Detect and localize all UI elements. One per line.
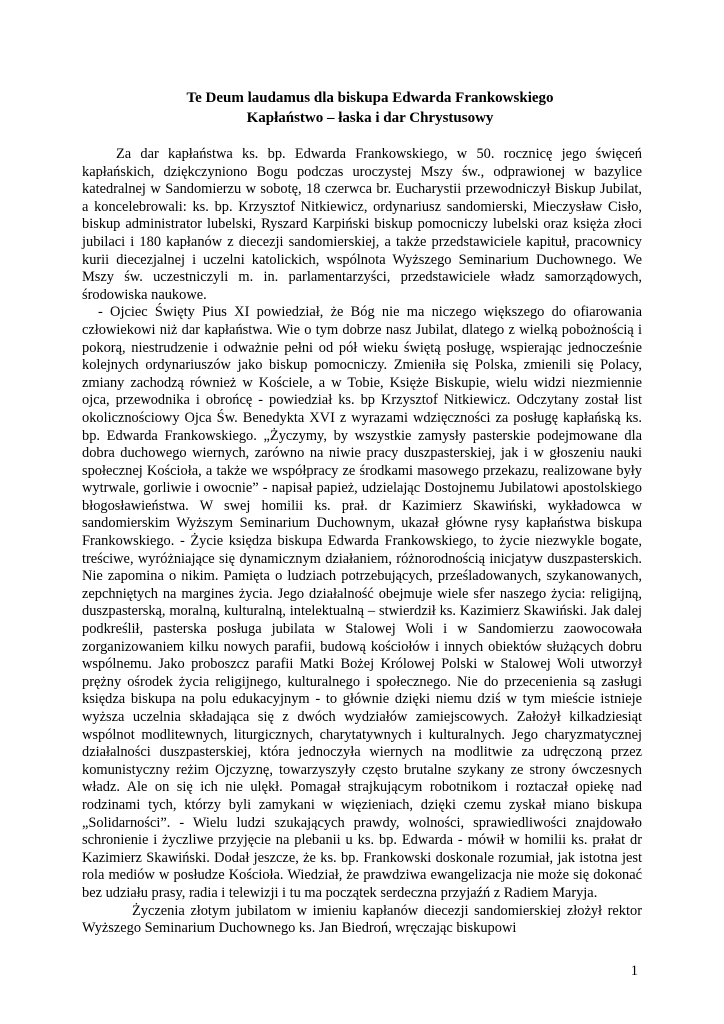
article-body [82,146,642,938]
paragraph: Za dar kapłaństwa ks. bp. Edwarda Frankowskiego, w 50. rocznicę jego święceń kapłańskich, dziękczyniono Bogu podczas uroczystej Mszy św., odprawionej w bazylice katedralnej w Sandomierzu w sobotę, 18 czerwca br. Eucharystii przewodniczył Biskup Jubilat, a koncelebrowali: ks. bp. Krzysztof Nitkiewicz, ordynariusz sandomierski, Mieczysław Cisło, biskup administrator lubelski, Ryszard Karpiński biskup pomocniczy lubelski oraz księża złoci jubilaci i 180 kapłanów z diecezji sandomierskiej, a także przedstawiciele kapituł, pracownicy kurii diecezjalnej i uczelni katolickich, wspólnota Wyższego Seminarium Duchownego. We Mszy św. uczestniczyli m. in. parlamentarzyści, przedstawiciele władz samorządowych, środowiska naukowe. [82,146,642,303]
document-subtitle: Kapłaństwo – łaska i dar Chrystusowy [246,110,494,126]
paragraph: - Ojciec Święty Pius XI powiedział, że Bóg nie ma niczego większego do ofiarowania człowiekowi niż dar kapłaństwa. Wie o tym dobrze nasz Jubilat, dlatego z wielką pobożnością i pokorą, niestrudzenie i odważnie pełni od pół wieku świętą posługę, wspierając jednocześnie kolejnych ordynariuszów jako biskup pomocniczy. Zmieniła się Polska, zmienili się Polacy, zmiany zachodzą również w Kościele, a w Tobie, Księże Biskupie, wielu widzi niezmiennie ojca, przewodnika i obrońcę - powiedział ks. bp Krzysztof Nitkiewicz. Odczytany został list okolicznościowy Ojca Św. Benedykta XVI z wyrazami wdzięczności za posługę kapłańską ks. bp. Edwarda Frankowskiego. „Życzymy, by wszystkie zamysły pasterskie podejmowane dla dobra duchowego wiernych, zarówno na niwie pracy duszpasterskiej, jak i w głoszeniu nauki społecznej Kościoła, a także we współpracy ze środkami masowego przekazu, realizowane były wytrwale, gorliwie i owocnie” - napisał papież, udzielając Dostojnemu Jubilatowi apostolskiego błogosławieństwa. W swej homilii ks. prał. dr Kazimierz Skawiński, wykładowca w sandomierskim Wyższym Seminarium Duchownym, ukazał główne rysy kapłaństwa biskupa Frankowskiego. - Życie księdza biskupa Edwarda Frankowskiego, to życie niezwykle bogate, treściwe, wyróżniające się dynamicznym działaniem, różnorodnością inicjatyw duszpasterskich. Nie zapomina o nikim. Pamięta o ludziach potrzebujących, prześladowanych, szykanowanych, zepchniętych na margines życia. Jego działalność obejmuje wiele sfer naszego życia: religijną, duszpasterską, moralną, kulturalną, intelektualną – stwierdził ks. Kazimierz Skawiński. Jak dalej podkreślił, pasterska posługa jubilata w Stalowej Woli i w Sandomierzu zaowocowała zorganizowaniem kilku nowych parafii, budową kościołów i innych obiektów służących dobru wspólnemu. Jako proboszcz parafii Matki Bożej Królowej Polski w Stalowej Woli utworzył prężny ośrodek życia religijnego, kulturalnego i społecznego. Nie do przecenienia są zasługi księdza biskupa na polu edukacyjnym - to głównie dzięki niemu dziś w tym mieście istnieje wyższa uczelnia składająca się z dwóch wydziałów zamiejscowych. Założył kilkadziesiąt wspólnot modlitewnych, liturgicznych, charytatywnych i kulturalnych. Jego charyzmatycznej działalności duszpasterskiej, która jednoczyła wiernych na modlitwie za udręczoną przez komunistyczny reżim Ojczyznę, towarzyszyły często brutalne szykany ze strony ówczesnych władz. Ale on się ich nie ulękł. Pomagał strajkującym robotnikom i roztaczał opiekę nad rodzinami tych, którzy byli zamykani w więzieniach, dzięki czemu zyskał miano biskupa „Solidarności”. - Wielu ludzi szukających prawdy, wolności, sprawiedliwości znajdowało schronienie i życzliwe przyjęcie na plebanii u ks. bp. Edwarda - mówił w homilii ks. prałat dr Kazimierz Skawiński. Dodał jeszcze, że ks. bp. Frankowski doskonale rozumiał, jak istotna jest rola mediów w posłudze Kościoła. Wiedział, że prawdziwa ewangelizacja nie może się dokonać bez udziału prasy, radia i telewizji i tu ma początek serdeczna przyjaźń z Radiem Maryja. [82,304,642,901]
title-block [82,88,658,128]
page-number: 1 [630,963,638,979]
paragraph: Życzenia złotym jubilatom w imieniu kapłanów diecezji sandomierskiej złożył rektor Wyższego Seminarium Duchownego ks. Jan Biedroń, wręczając biskupowi [82,902,642,937]
document-title: Te Deum laudamus dla biskupa Edwarda Frankowskiego [186,90,554,106]
